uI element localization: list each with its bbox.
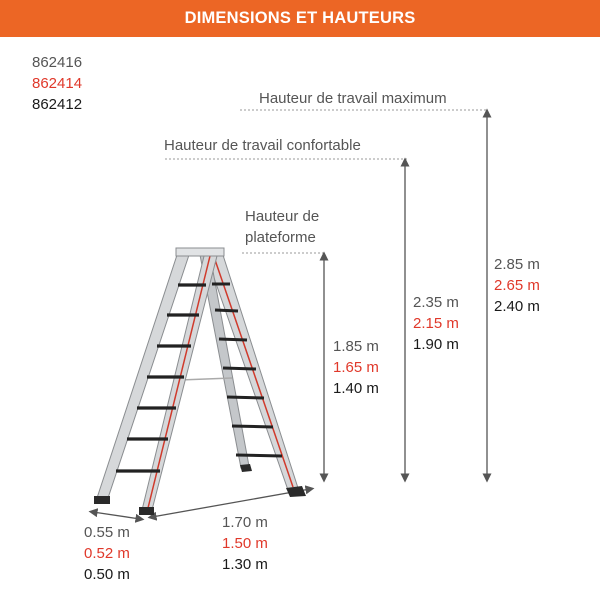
max-height-value-2: 2.65 m — [494, 277, 540, 294]
comfortable-height-value-1: 2.35 m — [413, 294, 459, 311]
platform-height-caption-line2: plateforme — [245, 229, 316, 246]
model-number-2: 862414 — [32, 75, 83, 92]
base-width-value-1: 0.55 m — [84, 524, 130, 541]
base-depth-value-3: 1.30 m — [222, 556, 268, 573]
ladder-top-cap — [176, 248, 224, 256]
model-number-1: 862416 — [32, 54, 83, 71]
max-height-value-1: 2.85 m — [494, 256, 540, 273]
page-title: DIMENSIONS ET HAUTEURS — [184, 9, 416, 27]
platform-height-value-1: 1.85 m — [333, 338, 379, 355]
max-height-caption: Hauteur de travail maximum — [259, 90, 447, 107]
comfortable-height-value-2: 2.15 m — [413, 315, 459, 332]
base-width-value-3: 0.50 m — [84, 566, 130, 583]
foot-left — [94, 496, 110, 504]
platform-height-caption-line1: Hauteur de — [245, 208, 320, 225]
ladder-front-frame — [94, 252, 218, 515]
base-width-value-2: 0.52 m — [84, 545, 130, 562]
platform-height-value-3: 1.40 m — [333, 380, 379, 397]
max-height-value-3: 2.40 m — [494, 298, 540, 315]
model-number-3: 862412 — [32, 96, 83, 113]
base-depth-value-2: 1.50 m — [222, 535, 268, 552]
platform-height-value-2: 1.65 m — [333, 359, 379, 376]
base-width-arrow — [93, 512, 140, 519]
comfortable-height-caption: Hauteur de travail confortable — [164, 137, 361, 154]
base-depth-value-1: 1.70 m — [222, 514, 268, 531]
comfortable-height-value-3: 1.90 m — [413, 336, 459, 353]
foot-right — [139, 507, 154, 515]
ladder-back-frame — [200, 252, 306, 497]
